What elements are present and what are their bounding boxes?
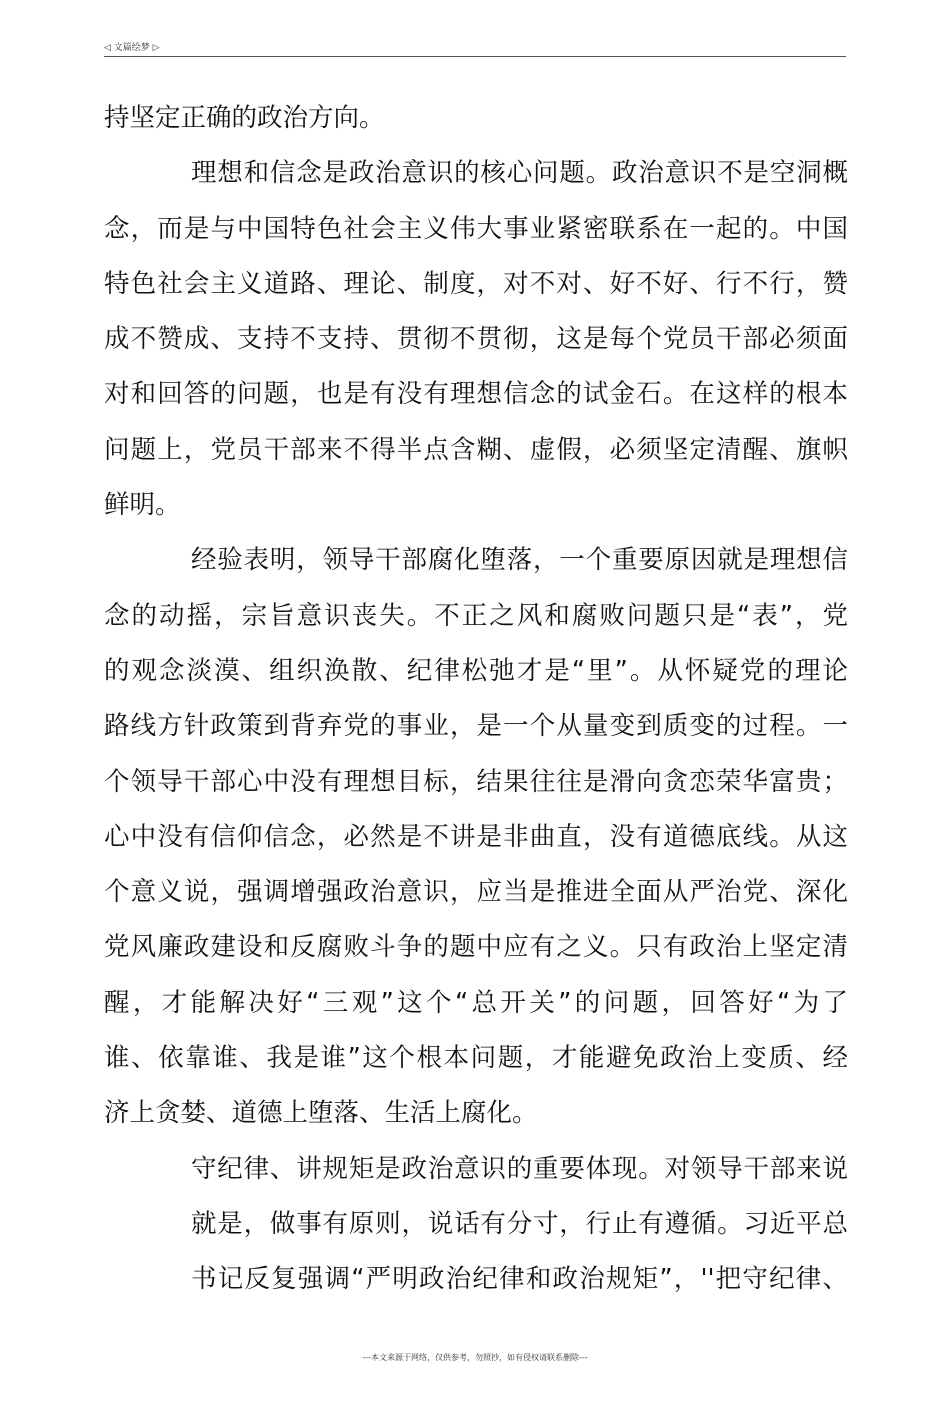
text-line: 书记反复强调“严明政治纪律和政治规矩”，''把守纪律、 bbox=[191, 1264, 848, 1295]
text-line: 守纪律、讲规矩是政治意识的重要体现。对领导干部来说 bbox=[191, 1153, 848, 1184]
text-line: 党风廉政建设和反腐败斗争的题中应有之义。只有政治上坚定清 bbox=[104, 932, 848, 963]
header-logo-text: ◁ 文篇绘梦 ▷ bbox=[104, 43, 160, 53]
text-line: 个领导干部心中没有理想目标，结果往往是滑向贪恋荣华富贵； bbox=[104, 766, 848, 797]
text-line: 就是，做事有原则，说话有分寸，行止有遵循。习近平总 bbox=[191, 1208, 848, 1239]
text-line: 对和回答的问题，也是有没有理想信念的试金石。在这样的根本 bbox=[104, 379, 848, 410]
text-line: 理想和信念是政治意识的核心问题。政治意识不是空洞概 bbox=[191, 158, 848, 189]
document-body bbox=[104, 91, 848, 1308]
text-line: 醒，才能解决好“三观”这个“总开关”的问题，回答好“为了 bbox=[104, 987, 848, 1018]
page-footer-disclaimer: ---本文来源于网络，仅供参考，勿照抄，如有侵权请联系删除--- bbox=[362, 1353, 588, 1362]
text-line: 济上贪婪、道德上堕落、生活上腐化。 bbox=[104, 1098, 538, 1129]
text-line: 念的动摇，宗旨意识丧失。不正之风和腐败问题只是“表”，党 bbox=[104, 600, 848, 631]
text-line: 心中没有信仰信念，必然是不讲是非曲直，没有道德底线。从这 bbox=[104, 821, 848, 852]
text-line: 特色社会主义道路、理论、制度，对不对、好不好、行不行，赞 bbox=[104, 268, 848, 299]
text-line: 鲜明。 bbox=[104, 490, 181, 521]
text-line: 持坚定正确的政治方向。 bbox=[104, 103, 385, 133]
text-line: 的观念淡漠、组织涣散、纪律松弛才是“里”。从怀疑党的理论 bbox=[104, 655, 848, 686]
page-header bbox=[104, 38, 846, 57]
text-line: 谁、依靠谁、我是谁”这个根本问题，才能避免政治上变质、经 bbox=[104, 1043, 848, 1074]
text-line: 路线方针政策到背弃党的事业，是一个从量变到质变的过程。一 bbox=[104, 711, 848, 742]
text-line: 问题上，党员干部来不得半点含糊、虚假，必须坚定清醒、旗帜 bbox=[104, 434, 848, 465]
text-line: 经验表明，领导干部腐化堕落，一个重要原因就是理想信 bbox=[191, 545, 848, 576]
text-line: 念，而是与中国特色社会主义伟大事业紧密联系在一起的。中国 bbox=[104, 213, 848, 244]
text-line: 成不赞成、支持不支持、贯彻不贯彻，这是每个党员干部必须面 bbox=[104, 324, 848, 355]
text-line: 个意义说，强调增强政治意识，应当是推进全面从严治党、深化 bbox=[104, 877, 848, 908]
